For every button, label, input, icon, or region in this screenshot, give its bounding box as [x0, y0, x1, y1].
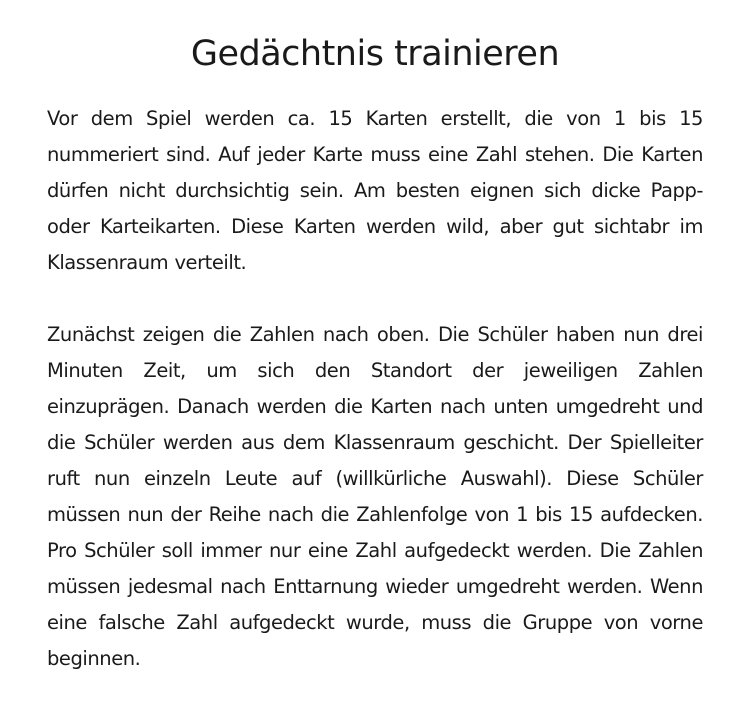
paragraph-rules-gameplay: Zunächst zeigen die Zahlen nach oben. Die Schüler haben nun drei Minuten Zeit, um sich den Standort der jeweiligen Zahlen einzuprägen. Danach werden die Karten nach unten umgedreht und die Schüler werden aus dem Klassenraum geschicht. Der Spielleiter ruft nun einzeln Leute auf (willkürliche Auswahl). Diese Schüler müssen nun der Reihe nach die Zahlenfolge von 1 bis 15 aufdecken. Pro Schüler soll immer nur eine Zahl aufgedeckt werden. Die Zahlen müssen jedesmal nach Enttarnung wieder umgedreht werden. Wenn eine falsche Zahl aufgedeckt wurde, muss die Gruppe von vorne beginnen. — [47, 323, 703, 670]
document-page — [47, 28, 703, 677]
document-title: Gedächtnis trainieren — [190, 34, 560, 74]
paragraph-rules-setup: Vor dem Spiel werden ca. 15 Karten erstellt, die von 1 bis 15 nummeriert sind. Auf jeder Karte muss eine Zahl stehen. Die Karten dürfen nicht durchsichtig sein. Am besten eignen sich dicke Papp- oder Karteikarten. Diese Karten werden wild, aber gut sichtabr im Klassenraum verteilt. — [47, 107, 703, 274]
